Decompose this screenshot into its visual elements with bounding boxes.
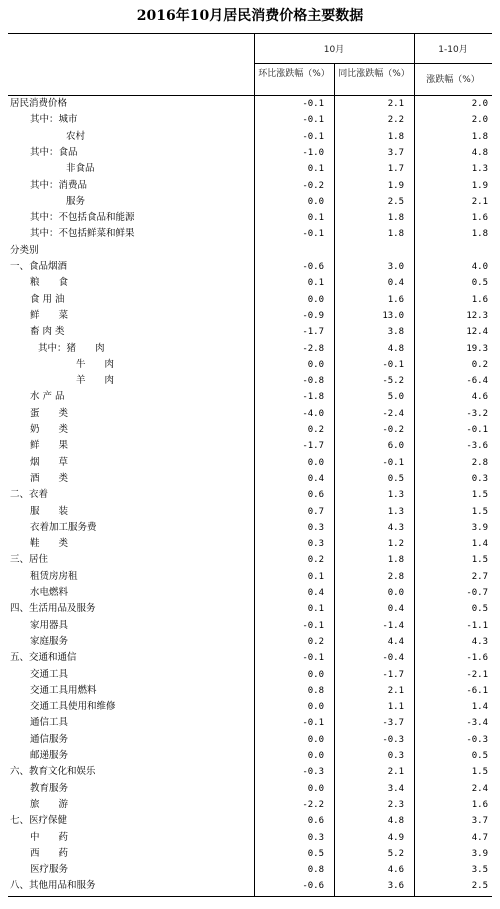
yoy-value: 1.8: [387, 555, 404, 566]
mom-value: -0.1: [302, 229, 324, 240]
table-row: [8, 96, 492, 112]
mom-value: 0.2: [307, 636, 324, 647]
table-row: [8, 748, 492, 764]
table-row: [8, 732, 492, 748]
row-label: 四、生活用品及服务: [10, 603, 96, 615]
ytd-value: 2.4: [471, 783, 488, 794]
row-label: 酒 类: [30, 472, 69, 484]
yoy-value: -0.4: [382, 653, 404, 664]
row-label: 分类别: [10, 244, 39, 256]
mom-value: 0.6: [307, 490, 324, 501]
table-row: [8, 145, 492, 161]
mom-value: 0.0: [307, 669, 324, 680]
table-row: [8, 764, 492, 780]
row-label: 旅 游: [30, 798, 69, 810]
table-row: [8, 341, 492, 357]
yoy-value: 1.9: [387, 180, 404, 191]
ytd-value: -0.7: [466, 588, 488, 598]
yoy-value: 4.9: [387, 832, 404, 843]
yoy-value: 3.4: [387, 783, 404, 794]
row-label: 五、交通和通信: [10, 652, 77, 664]
page-title: 2016年10月居民消费价格主要数据: [136, 8, 364, 24]
row-label: 农村: [66, 130, 86, 142]
row-label: 西 药: [30, 847, 69, 859]
yoy-value: 6.0: [387, 441, 404, 452]
yoy-value: 1.3: [387, 490, 404, 501]
row-label: 交通工具: [30, 668, 69, 680]
row-label: 食 用 油: [30, 293, 65, 305]
row-label: 其中：猪 肉: [38, 342, 105, 354]
ytd-value: 4.0: [471, 262, 488, 272]
header-group-ytd: 1-10月: [438, 45, 468, 55]
table-row: [8, 161, 492, 177]
header-sub-rule: [254, 63, 492, 64]
mom-value: 0.3: [307, 522, 324, 533]
ytd-value: 0.5: [471, 604, 488, 615]
table-row: [8, 813, 492, 829]
ytd-value: 3.7: [471, 816, 488, 827]
row-label: 通信工具: [30, 717, 69, 729]
yoy-value: 2.8: [387, 571, 404, 582]
row-label: 交通工具用燃料: [30, 684, 97, 696]
ytd-value: 1.5: [471, 490, 488, 501]
table-row: [8, 830, 492, 846]
ytd-value: 3.9: [471, 848, 488, 859]
ytd-value: 2.0: [471, 115, 488, 126]
row-label: 蛋 类: [30, 407, 69, 419]
table-row: [8, 520, 492, 536]
mom-value: 0.0: [307, 359, 324, 370]
row-label: 教育服务: [30, 782, 69, 794]
mom-value: 0.0: [307, 751, 324, 761]
ytd-value: 3.5: [471, 865, 488, 876]
yoy-value: 1.3: [387, 506, 404, 517]
table-row: [8, 275, 492, 291]
row-label: 六、教育文化和娱乐: [10, 766, 96, 778]
mom-value: 0.7: [307, 506, 324, 517]
row-label: 中 药: [30, 831, 69, 843]
table-row: [8, 259, 492, 275]
table-row: [8, 292, 492, 308]
yoy-value: 3.6: [387, 881, 404, 892]
row-label: 通信服务: [30, 733, 69, 745]
table-row: [8, 878, 492, 894]
mom-value: 0.5: [307, 848, 324, 859]
table-row: [8, 601, 492, 617]
table-row: [8, 357, 492, 373]
ytd-value: -0.3: [466, 734, 488, 745]
table-row: [8, 112, 492, 128]
ytd-value: 0.5: [471, 278, 488, 289]
ytd-value: 4.8: [471, 147, 488, 158]
yoy-value: 5.2: [387, 848, 404, 859]
yoy-value: 5.0: [387, 392, 404, 403]
yoy-value: -5.2: [382, 376, 404, 387]
table-row: [8, 487, 492, 503]
row-label: 粮 食: [30, 277, 69, 289]
yoy-value: 1.2: [387, 539, 404, 550]
table-row: [8, 699, 492, 715]
header-col-mom: 环比涨跌幅（%）: [258, 69, 330, 79]
ytd-value: 1.8: [471, 229, 488, 240]
mom-value: 0.8: [307, 685, 324, 696]
mom-value: -0.1: [302, 115, 324, 126]
row-label: 其中：不包括食品和能源: [30, 212, 135, 224]
mom-value: 0.0: [307, 196, 324, 207]
ytd-value: -3.2: [466, 408, 488, 419]
row-label: 其中：消费品: [30, 179, 88, 191]
mom-value: -0.8: [302, 376, 324, 387]
ytd-value: 3.9: [471, 522, 488, 533]
table-row: [8, 422, 492, 438]
table-row: [8, 846, 492, 862]
table-row: [8, 552, 492, 568]
mom-value: -0.6: [302, 881, 324, 892]
row-label: 邮递服务: [30, 750, 69, 761]
yoy-value: -0.1: [382, 359, 404, 370]
yoy-value: 1.8: [387, 229, 404, 240]
yoy-value: 2.1: [387, 99, 404, 109]
row-label: 交通工具使用和维修: [30, 701, 116, 713]
table-row: [8, 504, 492, 520]
row-label: 其中：食品: [30, 146, 78, 158]
row-label: 其中：不包括鲜菜和鲜果: [30, 228, 135, 240]
yoy-value: -1.7: [382, 669, 404, 680]
mom-value: -2.8: [302, 343, 324, 354]
mom-value: 0.8: [307, 865, 324, 876]
table-row: [8, 373, 492, 389]
ytd-value: 1.6: [471, 213, 488, 224]
table-row: [8, 683, 492, 699]
mom-value: -0.1: [302, 718, 324, 729]
yoy-value: -0.3: [382, 734, 404, 745]
yoy-value: 0.4: [387, 278, 404, 289]
mom-value: 0.4: [307, 588, 324, 598]
mom-value: 0.6: [307, 816, 324, 827]
cpi-data-table: [8, 33, 492, 897]
yoy-value: 4.8: [387, 343, 404, 354]
ytd-value: -3.4: [466, 718, 488, 729]
ytd-value: 1.5: [471, 767, 488, 778]
row-label: 非食品: [66, 163, 95, 175]
table-row: [8, 650, 492, 666]
mom-value: 0.1: [307, 164, 324, 175]
table-row: [8, 471, 492, 487]
ytd-value: 1.3: [471, 164, 488, 175]
mom-value: -0.2: [302, 180, 324, 191]
ytd-value: 4.3: [471, 636, 488, 647]
yoy-value: 3.8: [387, 327, 404, 338]
yoy-value: 0.0: [387, 588, 404, 598]
header-group-month: 10月: [323, 45, 345, 55]
yoy-value: -0.1: [382, 457, 404, 468]
mom-value: -4.0: [302, 408, 324, 419]
ytd-value: 1.6: [471, 294, 488, 305]
row-label: 八、其他用品和服务: [10, 880, 96, 892]
mom-value: -1.7: [302, 441, 324, 452]
mom-value: 0.1: [307, 213, 324, 224]
ytd-value: -0.1: [466, 425, 488, 435]
mom-value: 0.3: [307, 539, 324, 550]
table-row: [8, 667, 492, 683]
mom-value: -0.1: [302, 131, 324, 142]
mom-value: 0.1: [307, 571, 324, 582]
ytd-value: 19.3: [466, 343, 488, 354]
table-row: [8, 324, 492, 340]
row-label: 羊 肉: [76, 375, 115, 387]
table-row: [8, 308, 492, 324]
yoy-value: 2.3: [387, 799, 404, 810]
ytd-value: 1.9: [471, 180, 488, 191]
row-label: 医疗服务: [30, 864, 69, 876]
yoy-value: 0.3: [387, 751, 404, 761]
yoy-value: 3.7: [387, 147, 404, 158]
row-label: 其中：城市: [30, 114, 78, 126]
ytd-value: 2.0: [471, 99, 488, 109]
ytd-value: -1.6: [466, 653, 488, 664]
mom-value: 0.0: [307, 294, 324, 305]
yoy-value: 0.5: [387, 473, 404, 484]
ytd-value: 1.4: [471, 702, 488, 713]
row-label: 二、衣着: [10, 489, 49, 501]
header-col-ytd: 涨跌幅（%）: [426, 75, 480, 85]
mom-value: -2.2: [302, 799, 324, 810]
ytd-value: -1.1: [466, 620, 488, 631]
table-row: [8, 618, 492, 634]
mom-value: 0.3: [307, 832, 324, 843]
yoy-value: 2.5: [387, 196, 404, 207]
row-label: 一、食品烟酒: [10, 261, 68, 272]
table-row: [8, 781, 492, 797]
yoy-value: 4.3: [387, 522, 404, 533]
ytd-value: 1.6: [471, 799, 488, 810]
ytd-value: -6.4: [466, 376, 488, 387]
mom-value: -0.9: [302, 310, 324, 321]
table-row: [8, 406, 492, 422]
row-label: 服务: [66, 195, 86, 207]
yoy-value: 4.8: [387, 816, 404, 827]
yoy-value: -3.7: [382, 718, 404, 729]
table-row: [8, 178, 492, 194]
table-row: [8, 194, 492, 210]
mom-value: 0.0: [307, 702, 324, 713]
row-label: 七、医疗保健: [10, 815, 68, 827]
mom-value: 0.4: [307, 473, 324, 484]
row-label: 租赁房房租: [30, 570, 78, 582]
mom-value: 0.0: [307, 457, 324, 468]
row-label: 服 装: [30, 505, 69, 517]
table-row: [8, 455, 492, 471]
ytd-value: 1.5: [471, 555, 488, 566]
table-row: [8, 243, 492, 259]
row-label: 家庭服务: [30, 635, 69, 647]
table-row: [8, 585, 492, 601]
yoy-value: 4.4: [387, 636, 404, 647]
row-label: 水 产 品: [30, 391, 65, 403]
ytd-value: 2.8: [471, 457, 488, 468]
mom-value: -0.1: [302, 620, 324, 631]
row-label: 牛 肉: [76, 358, 115, 370]
ytd-value: 2.5: [471, 881, 488, 892]
yoy-value: 1.8: [387, 131, 404, 142]
ytd-value: 0.3: [471, 473, 488, 484]
mom-value: -0.1: [302, 653, 324, 664]
table-row: [8, 797, 492, 813]
yoy-value: 4.6: [387, 865, 404, 876]
mom-value: -1.0: [302, 147, 324, 158]
mom-value: 0.1: [307, 604, 324, 615]
yoy-value: 1.8: [387, 213, 404, 224]
ytd-value: -2.1: [466, 669, 488, 680]
yoy-value: 13.0: [382, 310, 404, 321]
row-label: 畜 肉 类: [30, 326, 65, 338]
yoy-value: -1.4: [382, 620, 404, 631]
row-label: 三、居住: [10, 554, 49, 566]
mom-value: 0.1: [307, 278, 324, 289]
ytd-value: 2.7: [471, 571, 488, 582]
row-label: 奶 类: [30, 424, 69, 435]
yoy-value: 2.1: [387, 685, 404, 696]
mom-value: -0.6: [302, 262, 324, 272]
mom-value: 0.2: [307, 425, 324, 435]
table-row: [8, 634, 492, 650]
table-row: [8, 438, 492, 454]
table-row: [8, 569, 492, 585]
ytd-value: -6.1: [466, 685, 488, 696]
ytd-value: 4.7: [471, 832, 488, 843]
ytd-value: 12.3: [466, 310, 488, 321]
table-row: [8, 210, 492, 226]
yoy-value: 1.6: [387, 294, 404, 305]
ytd-value: -3.6: [466, 441, 488, 452]
row-label: 鲜 果: [30, 440, 69, 452]
ytd-value: 0.2: [471, 359, 488, 370]
table-row: [8, 129, 492, 145]
mom-value: 0.0: [307, 783, 324, 794]
ytd-value: 1.8: [471, 131, 488, 142]
ytd-value: 0.5: [471, 751, 488, 761]
table-row: [8, 389, 492, 405]
table-row: [8, 862, 492, 878]
row-label: 鞋 类: [30, 538, 69, 550]
ytd-value: 1.4: [471, 539, 488, 550]
mom-value: -1.8: [302, 392, 324, 403]
ytd-value: 4.6: [471, 392, 488, 403]
row-label: 鲜 菜: [30, 309, 69, 321]
yoy-value: -0.2: [382, 425, 404, 435]
row-label: 家用器具: [30, 619, 69, 631]
yoy-value: 2.1: [387, 767, 404, 778]
yoy-value: 3.0: [387, 262, 404, 272]
mom-value: -0.3: [302, 767, 324, 778]
table-row: [8, 226, 492, 242]
mom-value: -1.7: [302, 327, 324, 338]
yoy-value: 1.1: [387, 702, 404, 713]
ytd-value: 1.5: [471, 506, 488, 517]
yoy-value: 0.4: [387, 604, 404, 615]
header-col-yoy: 同比涨跌幅（%）: [338, 69, 410, 79]
row-label: 烟 草: [30, 456, 69, 468]
table-row: [8, 715, 492, 731]
mom-value: 0.2: [307, 555, 324, 566]
table-row: [8, 536, 492, 552]
row-label: 衣着加工服务费: [30, 521, 97, 533]
mom-value: -0.1: [302, 99, 324, 109]
row-label: 居民消费价格: [10, 98, 68, 109]
ytd-value: 2.1: [471, 196, 488, 207]
yoy-value: 2.2: [387, 115, 404, 126]
mom-value: 0.0: [307, 734, 324, 745]
ytd-value: 12.4: [466, 327, 488, 338]
row-label: 水电燃料: [30, 587, 69, 598]
yoy-value: 1.7: [387, 164, 404, 175]
yoy-value: -2.4: [382, 408, 404, 419]
